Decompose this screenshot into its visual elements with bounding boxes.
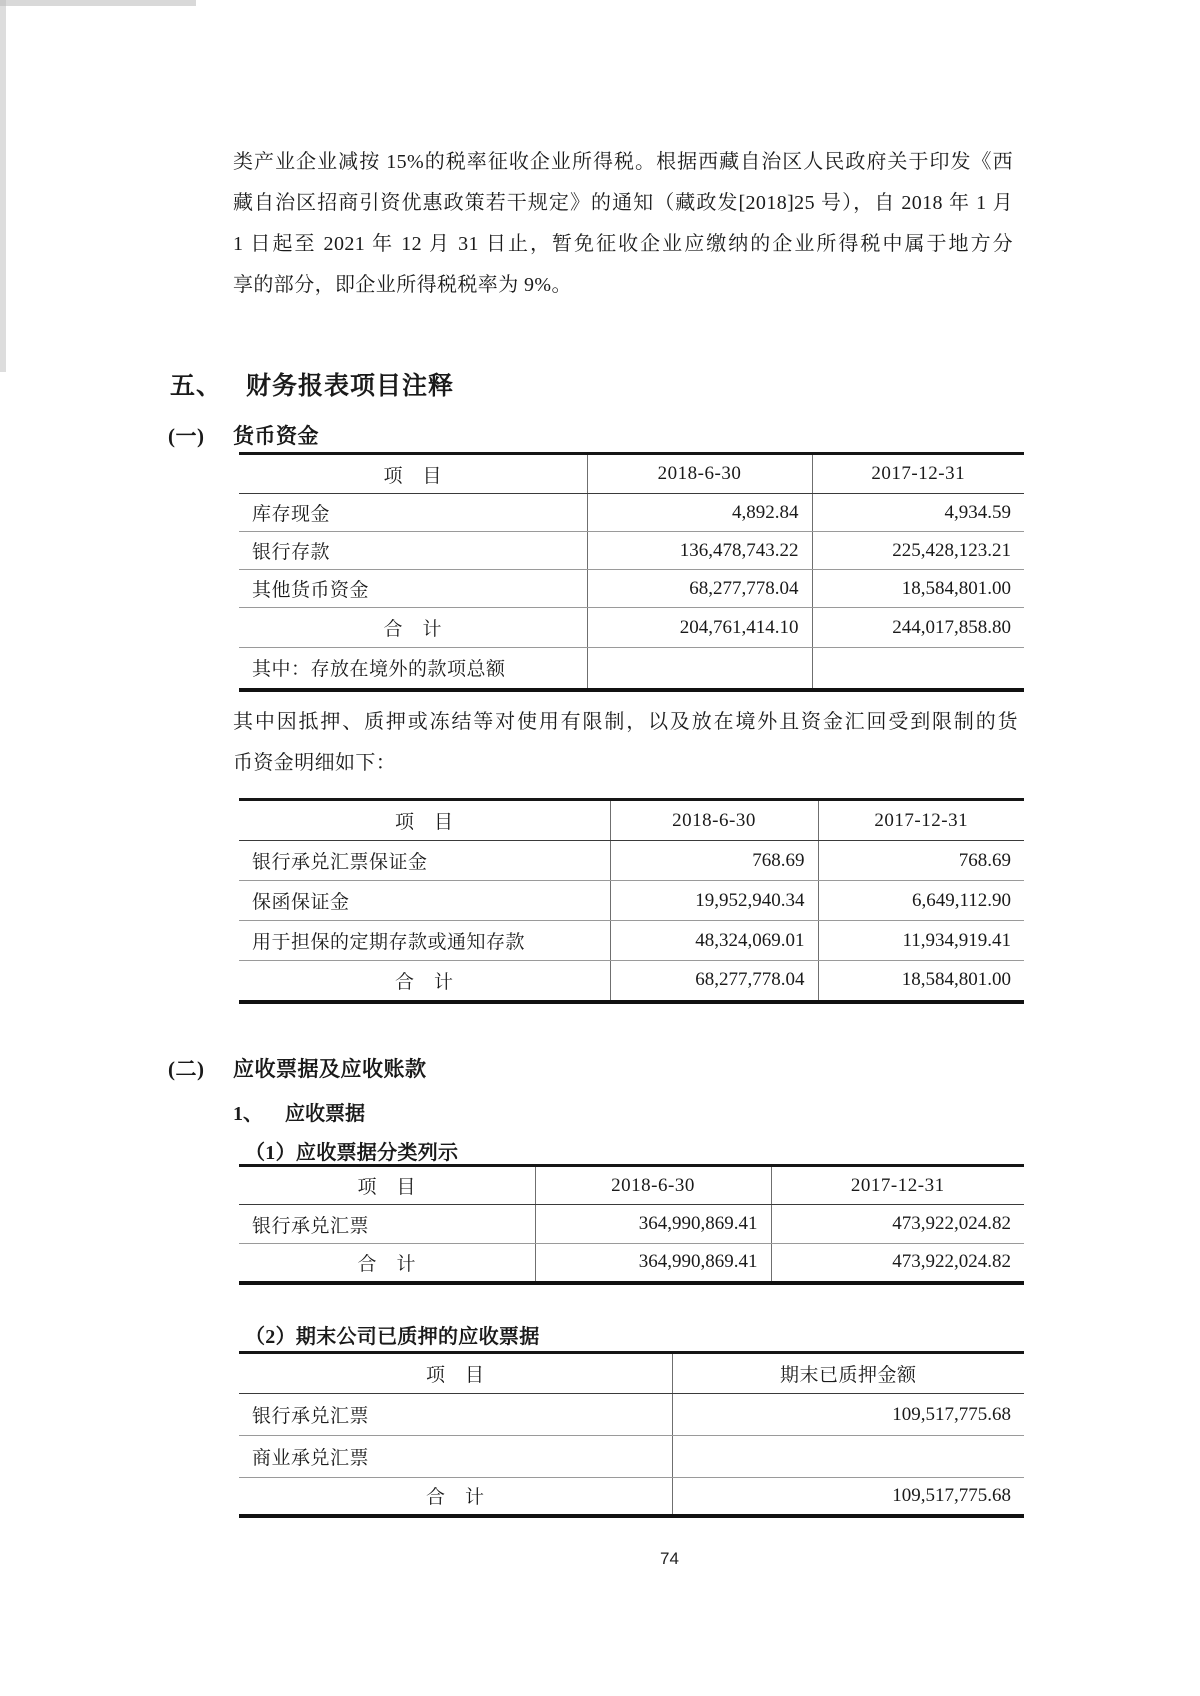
table-row: [239, 1436, 1024, 1478]
scan-artifact-top: [0, 0, 196, 6]
row-label: 银行存款: [239, 532, 587, 570]
intro-line-4: 享的部分，即企业所得税税率为 9%。: [233, 274, 572, 296]
table-header-row: [239, 1166, 1024, 1205]
subsection-2-heading: [168, 1053, 427, 1083]
row-label: 保函保证金: [239, 881, 610, 921]
row-label: 银行承兑汇票: [239, 1205, 535, 1244]
note-line-1: 其中因抵押、质押或冻结等对使用有限制，以及放在境外且资金汇回受到限制的货: [233, 711, 1018, 733]
restricted-funds-table: [239, 798, 1024, 1004]
row-value-2017: 768.69: [818, 841, 1024, 881]
total-value-2018: 68,277,778.04: [610, 961, 818, 1002]
table-row: [239, 1205, 1024, 1244]
overseas-note-row: [239, 648, 1024, 690]
row-label: 商业承兑汇票: [239, 1436, 672, 1478]
total-value-2017: 473,922,024.82: [892, 1251, 1011, 1273]
row-value-2018: 19,952,940.34: [610, 881, 818, 921]
total-value-2018: 364,990,869.41: [535, 1244, 771, 1283]
row-value-2018: 768.69: [610, 841, 818, 881]
header-2017: 2017-12-31: [818, 800, 1024, 841]
note-row-label: 其中：存放在境外的款项总额: [239, 648, 587, 690]
total-value: 109,517,775.68: [892, 1484, 1011, 1506]
row-label: 库存现金: [239, 494, 587, 532]
row-value-2017: 473,922,024.82: [771, 1205, 1024, 1244]
table-row: [239, 841, 1024, 881]
section-heading: [170, 366, 454, 402]
total-row: [239, 1244, 1024, 1283]
header-2018: 2018-6-30: [610, 800, 818, 841]
total-value-2017: 244,017,858.80: [812, 608, 1024, 648]
intro-paragraph: [233, 142, 1013, 306]
row-value: [672, 1436, 1024, 1478]
header-2018: 2018-6-30: [535, 1166, 771, 1205]
subsection-1-title: 货币资金: [233, 424, 319, 448]
row-value-2017: 6,649,112.90: [818, 881, 1024, 921]
notes-receivable-number: 1、: [233, 1103, 263, 1125]
item-1-heading: （1）应收票据分类列示: [245, 1142, 459, 1164]
row-value-2018: 364,990,869.41: [535, 1205, 771, 1244]
intro-line-1: 类产业企业减按 15%的税率征收企业所得税。根据西藏自治区人民政府关于印发《西: [233, 151, 1013, 173]
monetary-funds-table: [239, 452, 1024, 692]
header-2017: 2017-12-31: [812, 454, 1024, 494]
table-row: [239, 881, 1024, 921]
note-row-value-2018: [587, 648, 812, 690]
note-line-2: 币资金明细如下：: [233, 752, 397, 774]
total-row: [239, 1478, 1024, 1516]
total-row: [239, 961, 1024, 1002]
row-value: 109,517,775.68: [672, 1394, 1024, 1436]
header-2018: 2018-6-30: [587, 454, 812, 494]
total-label: 合 计: [239, 961, 610, 1002]
row-value-2018: 136,478,743.22: [587, 532, 812, 570]
row-value-2017: 18,584,801.00: [812, 570, 1024, 608]
pledged-notes-table: [239, 1351, 1024, 1518]
row-label: 银行承兑汇票保证金: [239, 841, 610, 881]
intro-line-2: 藏自治区招商引资优惠政策若干规定》的通知（藏政发[2018]25 号），自 2018 年 1 月: [233, 192, 1013, 214]
table-row: [239, 921, 1024, 961]
notes-receivable-title: 应收票据: [285, 1103, 365, 1125]
subsection-1-number: (一): [168, 424, 205, 448]
table-row: [239, 494, 1024, 532]
subsection-2-title: 应收票据及应收账款: [233, 1057, 427, 1081]
subsection-2-number: (二): [168, 1057, 205, 1081]
table-header-row: [239, 800, 1024, 841]
row-label: 银行承兑汇票: [239, 1394, 672, 1436]
notes-receivable-table: [239, 1164, 1024, 1285]
subsection-1-heading: [168, 420, 319, 450]
header-2017: 2017-12-31: [771, 1166, 1024, 1205]
row-value-2018: 68,277,778.04: [587, 570, 812, 608]
row-value-2018: 48,324,069.01: [610, 921, 818, 961]
table-header-row: [239, 1353, 1024, 1394]
table-row: [239, 532, 1024, 570]
total-label: 合 计: [239, 1478, 672, 1516]
intro-line-3: 1 日起至 2021 年 12 月 31 日止，暂免征收企业应缴纳的企业所得税中属于地方分: [233, 233, 1013, 255]
restricted-funds-note: [233, 702, 1018, 784]
table-row: [239, 570, 1024, 608]
row-value-2017: 11,934,919.41: [818, 921, 1024, 961]
scan-artifact-left: [0, 0, 6, 372]
item-2-heading: （2）期末公司已质押的应收票据: [245, 1326, 540, 1348]
page-number: 74: [660, 1549, 679, 1568]
total-label: 合 计: [239, 608, 587, 648]
header-item: 项 目: [239, 454, 587, 494]
table-row: [239, 1394, 1024, 1436]
row-label: 其他货币资金: [239, 570, 587, 608]
row-label: 用于担保的定期存款或通知存款: [239, 921, 610, 961]
header-item: 项 目: [239, 1166, 535, 1205]
section-title: 财务报表项目注释: [246, 373, 455, 400]
header-item: 项 目: [239, 1353, 672, 1394]
header-pledged-amount: 期末已质押金额: [672, 1353, 1024, 1394]
row-value-2018: 4,892.84: [587, 494, 812, 532]
total-row: [239, 608, 1024, 648]
note-row-value-2017: [812, 648, 1024, 690]
section-number: 五、: [170, 373, 223, 400]
row-value-2017: 4,934.59: [812, 494, 1024, 532]
total-value-2017: 18,584,801.00: [901, 969, 1011, 991]
header-item: 项 目: [239, 800, 610, 841]
total-value-2018: 204,761,414.10: [587, 608, 812, 648]
table-header-row: [239, 454, 1024, 494]
row-value-2017: 225,428,123.21: [812, 532, 1024, 570]
notes-receivable-heading: [233, 1097, 365, 1126]
total-label: 合 计: [239, 1244, 535, 1283]
